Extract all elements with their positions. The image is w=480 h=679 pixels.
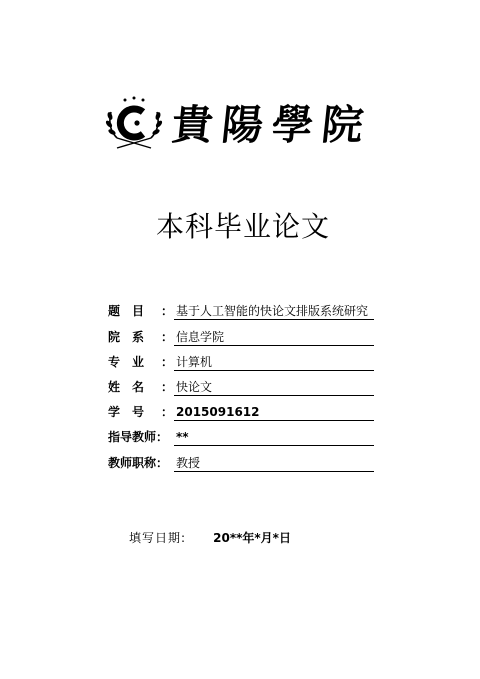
fill-date	[129, 527, 291, 547]
field-row-advisor-title	[108, 454, 372, 474]
field-colon: ：	[161, 355, 174, 369]
field-colon: ：	[161, 330, 174, 344]
field-label-name: 姓 名	[108, 380, 145, 394]
field-row-title	[108, 302, 372, 322]
field-label-title: 题 目	[108, 304, 145, 318]
field-row-major	[108, 353, 372, 373]
field-value-advisor: **	[174, 428, 374, 446]
field-row-name	[108, 378, 372, 398]
field-value-major: 计算机	[174, 353, 374, 371]
university-crest-icon	[103, 94, 165, 152]
university-name: 貴陽學院	[169, 101, 375, 149]
field-colon: ：	[161, 380, 174, 394]
field-label-advisor-title: 教师职称：	[108, 456, 169, 470]
field-row-advisor	[108, 428, 372, 448]
field-row-student-id	[108, 403, 372, 423]
field-value-title: 基于人工智能的快论文排版系统研究	[174, 302, 374, 320]
date-label: 填写日期:	[129, 531, 187, 545]
field-value-student-id: 2015091612	[174, 403, 374, 421]
field-label-major: 专 业	[108, 355, 145, 369]
field-label-student-id: 学 号	[108, 405, 145, 419]
field-colon: ：	[161, 405, 174, 419]
field-value-department: 信息学院	[174, 328, 374, 346]
field-label-department: 院 系	[108, 330, 145, 344]
field-value-name: 快论文	[174, 378, 374, 396]
field-row-department	[108, 328, 372, 348]
field-label-advisor: 指导教师：	[108, 430, 169, 444]
thesis-type-title: 本科毕业论文	[155, 210, 330, 243]
field-colon: ：	[161, 304, 174, 318]
date-value: 20**年*月*日	[213, 531, 291, 545]
field-value-advisor-title: 教授	[174, 454, 374, 472]
